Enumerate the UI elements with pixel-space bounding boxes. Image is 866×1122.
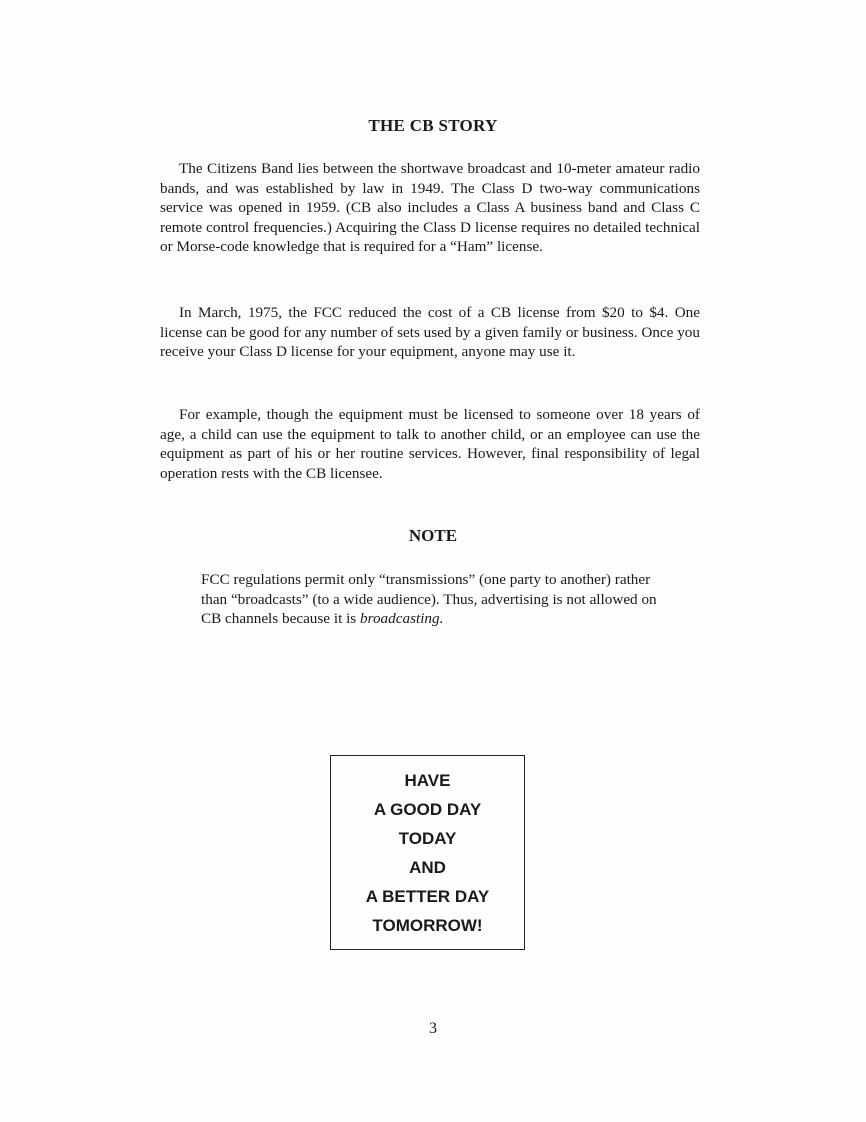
- box-line: TOMORROW!: [372, 915, 483, 935]
- note-heading: NOTE: [408, 526, 458, 545]
- good-day-box: [330, 755, 525, 950]
- page-number: 3: [429, 1020, 437, 1037]
- box-line: HAVE: [404, 770, 451, 790]
- box-line: TODAY: [398, 828, 457, 848]
- note-text-body: FCC regulations permit only “transmissions” (one party to another) rather than “broadcasts” (to a wide audience). Thus, advertising is not allowed on CB channels because it is: [201, 571, 657, 628]
- paragraph-example: For example, though the equipment must be licensed to someone over 18 years of age, a child can use the equipment to talk to another child, or an employee can use the equipment as part of his or her routine services. However, final responsibility of legal operation rests with the CB licensee.: [160, 406, 700, 482]
- note-text: [201, 570, 665, 629]
- paragraph-citizens-band: The Citizens Band lies between the shortwave broadcast and 10-meter amateur radio bands, and was established by law in 1949. The Class D two-way communications service was opened in 1959. (CB also includes a Class A business band and Class C remote control frequencies.) Acquiring the Class D license requires no detailed technical or Morse-code knowledge that is required for a “Ham” license.: [160, 160, 700, 256]
- box-line: AND: [409, 857, 446, 877]
- page-title: THE CB STORY: [368, 116, 498, 135]
- box-line: A GOOD DAY: [373, 799, 482, 819]
- paragraph-license-cost: In March, 1975, the FCC reduced the cost of a CB license from $20 to $4. One license can be good for any number of sets used by a given family or business. Once you receive your Class D license for your equipment, anyone may use it.: [160, 304, 700, 361]
- box-line: A BETTER DAY: [365, 886, 490, 906]
- note-text-emphasis: broadcasting.: [360, 610, 444, 628]
